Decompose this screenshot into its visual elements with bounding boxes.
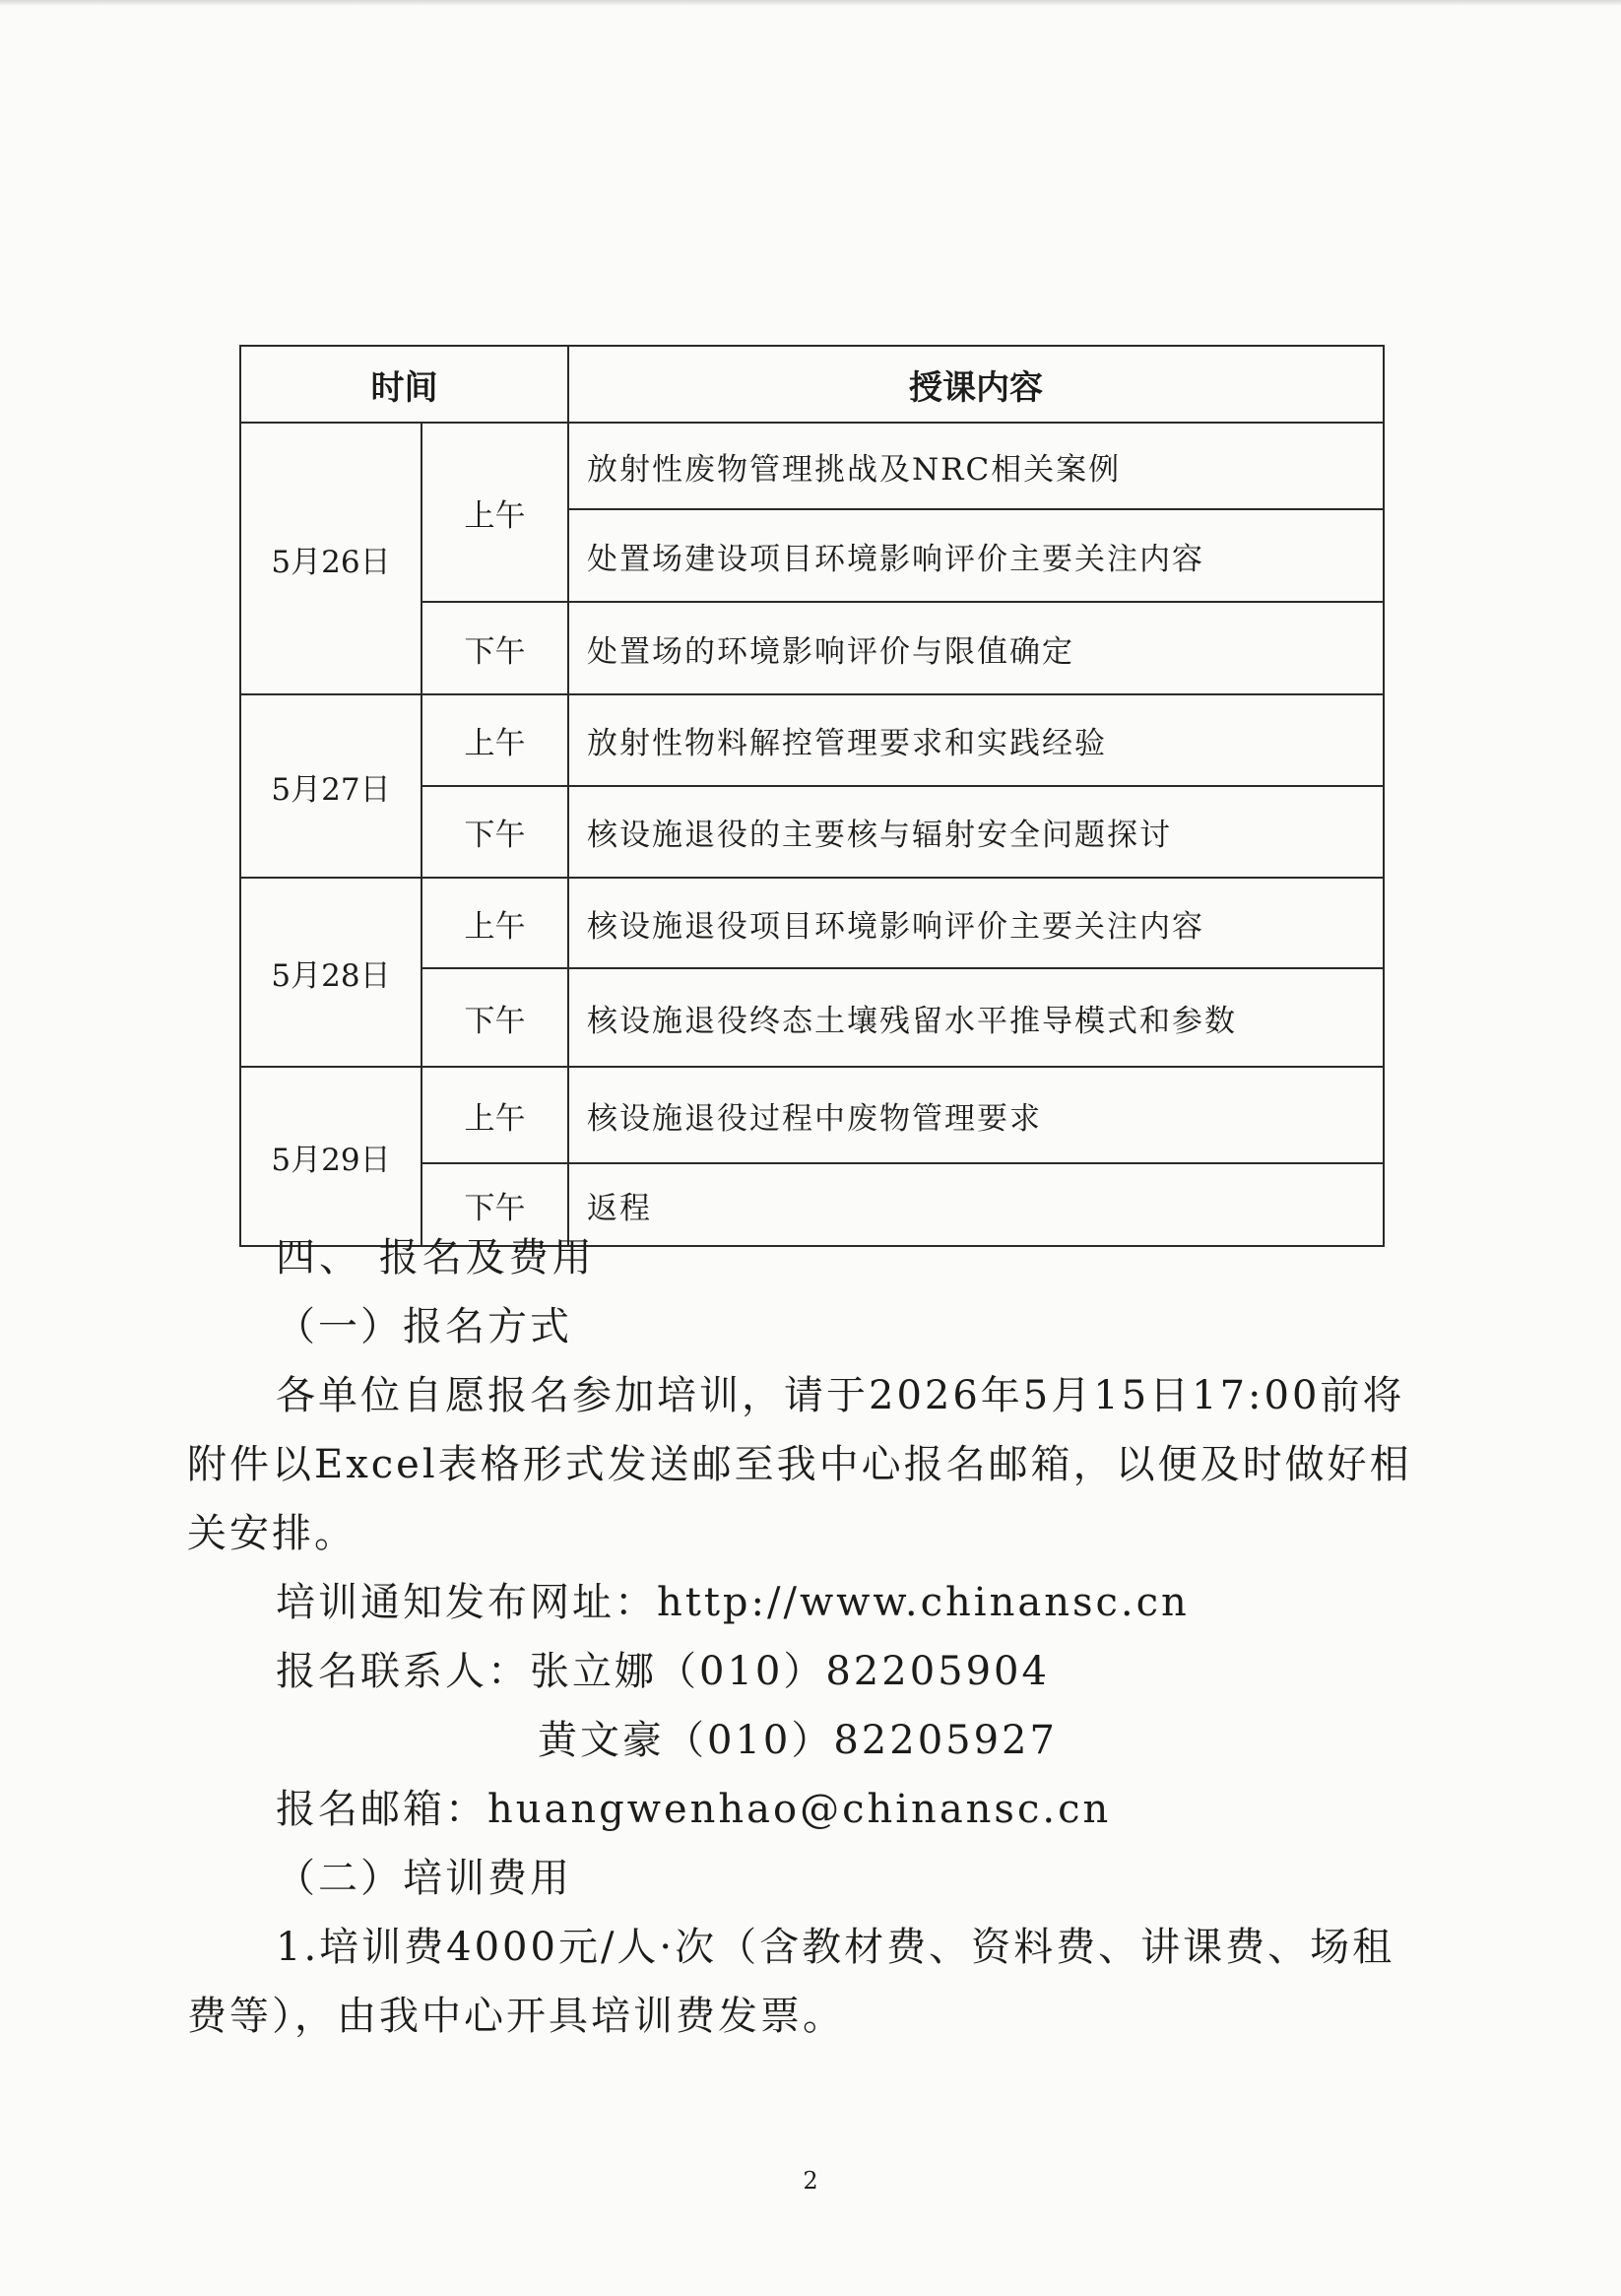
table-header-row [240, 346, 1384, 423]
topic-cell: 核设施退役的主要核与辐射安全问题探讨 [568, 786, 1384, 878]
topic-cell: 核设施退役终态土壤残留水平推导模式和参数 [568, 968, 1384, 1067]
table-row [240, 878, 1384, 968]
header-content: 授课内容 [568, 346, 1384, 423]
subsection-heading: （一）报名方式 [276, 1304, 572, 1349]
table-row [240, 423, 1384, 509]
period-cell: 上午 [421, 878, 568, 968]
period-cell: 上午 [421, 423, 568, 602]
schedule-table [239, 345, 1385, 1247]
email-line: 报名邮箱：huangwenhao@chinansc.cn [276, 1787, 1112, 1832]
paragraph-line: 附件以Excel表格形式发送邮至我中心报名邮箱，以便及时做好相 [187, 1442, 1412, 1487]
period-cell: 上午 [421, 1067, 568, 1163]
period-cell: 下午 [421, 1163, 568, 1246]
topic-cell: 核设施退役项目环境影响评价主要关注内容 [568, 878, 1384, 968]
period-cell: 下午 [421, 968, 568, 1067]
topic-cell: 放射性物料解控管理要求和实践经验 [568, 694, 1384, 786]
date-cell: 5月27日 [240, 694, 421, 878]
page-number: 2 [803, 2167, 818, 2195]
period-cell: 下午 [421, 786, 568, 878]
table-row [240, 694, 1384, 786]
url-line: 培训通知发布网址：http://www.chinansc.cn [276, 1580, 1190, 1625]
section-heading: 四、 报名及费用 [276, 1235, 596, 1280]
contact-line: 黄文豪（010）82205927 [538, 1718, 1058, 1763]
period-cell: 上午 [421, 694, 568, 786]
topic-cell: 返程 [568, 1163, 1384, 1246]
header-time: 时间 [240, 346, 568, 423]
date-cell: 5月28日 [240, 878, 421, 1067]
topic-cell: 处置场建设项目环境影响评价主要关注内容 [568, 509, 1384, 602]
topic-cell: 核设施退役过程中废物管理要求 [568, 1067, 1384, 1163]
period-cell: 下午 [421, 602, 568, 694]
section-body [187, 1223, 1467, 2051]
paragraph-line: 1.培训费4000元/人·次（含教材费、资料费、讲课费、场租 [276, 1925, 1395, 1970]
date-cell: 5月26日 [240, 423, 421, 694]
topic-cell: 放射性废物管理挑战及NRC相关案例 [568, 423, 1384, 509]
paragraph-line: 关安排。 [187, 1511, 357, 1556]
paragraph-line: 费等），由我中心开具培训费发票。 [187, 1994, 845, 2039]
scan-edge [0, 0, 1621, 6]
table-row [240, 1067, 1384, 1163]
subsection-heading: （二）培训费用 [276, 1856, 572, 1901]
topic-cell: 处置场的环境影响评价与限值确定 [568, 602, 1384, 694]
paragraph-line: 各单位自愿报名参加培训，请于2026年5月15日17:00前将 [276, 1373, 1405, 1418]
contact-line: 报名联系人：张立娜（010）82205904 [276, 1649, 1050, 1694]
date-cell: 5月29日 [240, 1067, 421, 1246]
